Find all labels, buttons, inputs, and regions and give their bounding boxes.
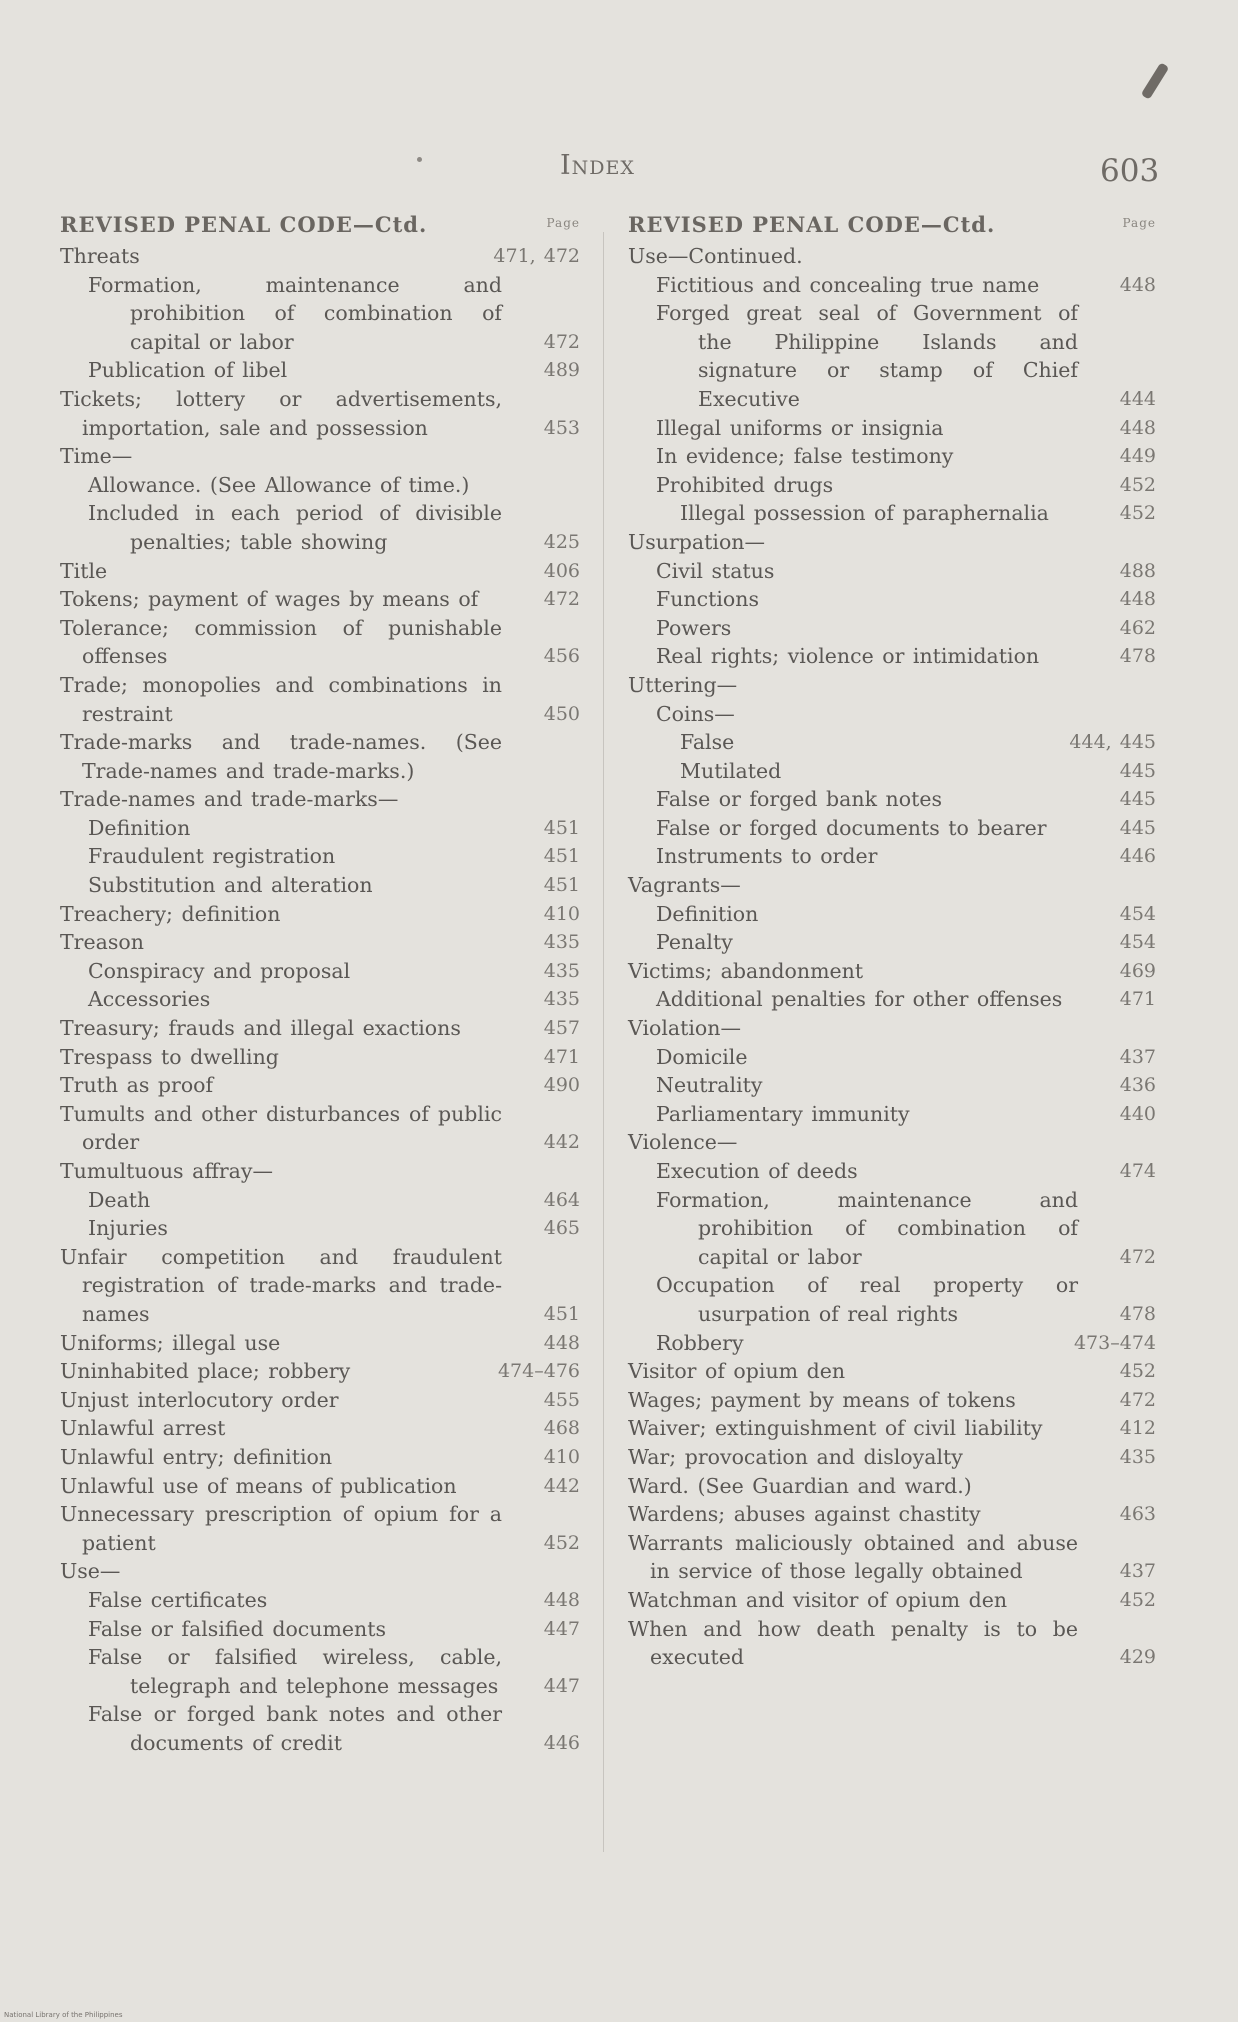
entry-page: 472 — [543, 588, 580, 611]
entry-page: 437 — [1119, 1045, 1156, 1068]
index-entry — [64, 1186, 580, 1215]
entry-text: When and how death penalty is to be executed — [628, 1616, 1078, 1670]
index-entry — [64, 471, 580, 500]
entry-text: Forged great seal of Government of the Philippine Islands and signature or stamp of Chief Executive — [656, 301, 1078, 411]
entry-text: Violence— — [628, 1130, 738, 1155]
entry-text: False or falsified documents — [88, 1616, 387, 1641]
entry-text: Included in each period of divisible penalties; table showing — [88, 501, 502, 554]
index-entry — [628, 871, 1156, 900]
index-entry — [632, 928, 1156, 957]
index-entry — [628, 1500, 1156, 1529]
entry-text: War; provocation and disloyalty — [628, 1444, 963, 1469]
entry-page: 440 — [1119, 1102, 1156, 1125]
index-entry — [64, 985, 580, 1014]
entry-text: Tickets; lottery or advertisements, importation, sale and possession — [60, 386, 502, 440]
entry-page: 448 — [543, 1331, 580, 1354]
index-entry — [60, 585, 580, 614]
index-entry — [60, 614, 580, 671]
entry-page: 445 — [1119, 759, 1156, 782]
entry-text: Wardens; abuses against chastity — [628, 1502, 981, 1527]
index-entry — [60, 785, 580, 814]
entry-text: Instruments to order — [656, 844, 878, 869]
index-entry — [628, 1386, 1156, 1415]
index-entry — [628, 1472, 1156, 1501]
index-entry — [632, 642, 1156, 671]
right-column — [628, 212, 1156, 1672]
entry-text: Unjust interlocutory order — [60, 1387, 339, 1412]
index-entry — [60, 1386, 580, 1415]
entry-text: Ward. (See Guardian and ward.) — [628, 1473, 972, 1498]
page-number: 603 — [1100, 153, 1160, 189]
entry-text: Domicile — [656, 1044, 748, 1069]
entry-text: Tolerance; commission of punishable offenses — [60, 615, 502, 669]
entry-page: 471, 472 — [493, 245, 580, 267]
entry-text: Formation, maintenance and prohibition of combination of capital or labor — [88, 272, 502, 354]
entry-page: 452 — [543, 1531, 580, 1554]
entry-page: 450 — [543, 702, 580, 725]
entry-text: Civil status — [656, 558, 775, 583]
index-entry — [64, 1643, 580, 1700]
entry-text: Powers — [656, 615, 732, 640]
entry-text: Use—Continued. — [628, 244, 803, 268]
index-entry — [60, 728, 580, 785]
entry-text: False or forged bank notes and other documents of credit — [88, 1702, 502, 1755]
entry-page: 435 — [543, 931, 580, 954]
entry-text: Watchman and visitor of opium den — [628, 1587, 1008, 1612]
index-entry — [632, 1186, 1156, 1272]
index-entry — [60, 900, 580, 929]
entry-text: False or forged documents to bearer — [656, 815, 1047, 840]
entry-text: Warrants maliciously obtained and abuse in service of those legally obtained — [628, 1530, 1078, 1584]
entry-text: False — [680, 730, 735, 755]
entry-page: 472 — [1119, 1245, 1156, 1268]
entry-text: Allowance. (See Allowance of time.) — [88, 472, 470, 497]
entry-page: 452 — [1119, 1588, 1156, 1611]
index-entry — [64, 1214, 580, 1243]
index-entry — [632, 1071, 1156, 1100]
entry-page: 447 — [543, 1674, 580, 1697]
entry-text: Waiver; extinguishment of civil liability — [628, 1416, 1043, 1441]
index-entry — [628, 1586, 1156, 1615]
index-entry — [628, 1128, 1156, 1157]
entry-text: False or forged bank notes — [656, 787, 942, 812]
entry-page: 435 — [543, 988, 580, 1011]
index-entry — [628, 1357, 1156, 1386]
entry-text: Unlawful entry; definition — [60, 1444, 333, 1469]
entry-page: 452 — [1119, 1360, 1156, 1383]
entry-page: 469 — [1119, 959, 1156, 982]
entry-text: Coins— — [656, 701, 735, 726]
page-column-label: Page — [546, 216, 580, 230]
index-entry — [632, 614, 1156, 643]
entry-text: Conspiracy and proposal — [88, 958, 351, 983]
entry-text: Title — [60, 558, 108, 583]
page-column-label: Page — [1122, 216, 1156, 230]
index-entry — [628, 1529, 1156, 1586]
entry-text: Use— — [60, 1559, 121, 1584]
entry-text: Injuries — [88, 1216, 168, 1241]
entry-text: Treachery; definition — [60, 901, 281, 926]
index-entry — [632, 900, 1156, 929]
index-entry — [60, 1014, 580, 1043]
entry-page: 455 — [543, 1388, 580, 1411]
entry-page: 437 — [1119, 1560, 1156, 1583]
entry-page: 478 — [1119, 1302, 1156, 1325]
entry-text: Time— — [60, 444, 133, 469]
entry-text: Definition — [88, 815, 191, 840]
index-entry — [64, 842, 580, 871]
index-entry — [632, 1100, 1156, 1129]
index-entry — [632, 1043, 1156, 1072]
index-entry — [632, 785, 1156, 814]
entry-text: Fraudulent registration — [88, 844, 336, 869]
entry-text: Tumultuous affray— — [60, 1159, 273, 1183]
entry-page: 456 — [543, 645, 580, 668]
entry-text: Definition — [656, 901, 759, 926]
index-entry — [632, 814, 1156, 843]
entry-page: 435 — [1119, 1445, 1156, 1468]
entry-text: Trade-marks and trade-names. (See Trade-names and trade-marks.) — [60, 730, 502, 783]
index-entry — [632, 414, 1156, 443]
pencil-mark — [1141, 62, 1170, 100]
index-entry — [60, 1472, 580, 1501]
entry-text: Penalty — [656, 930, 733, 955]
entry-text: Trade-names and trade-marks— — [60, 787, 399, 812]
index-entry — [628, 242, 1156, 271]
entry-page: 410 — [543, 1445, 580, 1468]
speck — [417, 157, 422, 162]
entry-text: Violation— — [628, 1016, 741, 1041]
digitization-credit: National Library of the Philippines — [4, 2011, 123, 2019]
section-title: REVISED PENAL CODE—Ctd. — [628, 212, 996, 237]
index-entry — [60, 1329, 580, 1358]
entry-text: Victims; abandonment — [628, 958, 864, 983]
entry-page: 448 — [1119, 588, 1156, 611]
index-entry — [628, 1414, 1156, 1443]
index-entry — [632, 1329, 1156, 1358]
entry-page: 448 — [1119, 273, 1156, 296]
entry-text: False or falsified wireless, cable, telegraph and telephone messages — [88, 1645, 502, 1698]
entry-page: 478 — [1119, 645, 1156, 668]
index-entry — [60, 1243, 580, 1329]
entry-text: Illegal possession of paraphernalia — [680, 501, 1049, 526]
index-entry — [628, 671, 1156, 700]
entry-page: 453 — [543, 416, 580, 439]
entry-page: 444 — [1119, 387, 1156, 410]
index-entry — [64, 1615, 580, 1644]
index-entry — [60, 1414, 580, 1443]
index-entry — [64, 871, 580, 900]
entry-page: 451 — [543, 816, 580, 839]
entry-text: Neutrality — [656, 1073, 763, 1098]
section-title: REVISED PENAL CODE—Ctd. — [60, 212, 428, 237]
entry-page: 412 — [1119, 1417, 1156, 1440]
entry-page: 452 — [1119, 473, 1156, 496]
entry-text: Execution of deeds — [656, 1159, 858, 1183]
entry-text: Usurpation— — [628, 529, 765, 554]
entry-page: 406 — [543, 559, 580, 582]
index-entry — [632, 757, 1156, 786]
entry-page: 471 — [1119, 988, 1156, 1011]
index-entry — [64, 957, 580, 986]
entry-page: 444, 445 — [1069, 731, 1156, 754]
entry-text: Substitution and alteration — [88, 873, 373, 898]
index-entry — [628, 957, 1156, 986]
entry-text: False certificates — [88, 1587, 268, 1612]
entry-page: 474–476 — [497, 1360, 580, 1383]
index-entry — [628, 528, 1156, 557]
index-entry — [632, 557, 1156, 586]
entry-page: 472 — [1119, 1388, 1156, 1411]
index-entry — [60, 1357, 580, 1386]
entry-page: 471 — [543, 1045, 580, 1068]
entry-text: Unnecessary prescription of opium for a patient — [60, 1502, 502, 1555]
index-entry — [64, 814, 580, 843]
entry-text: Treason — [60, 930, 144, 955]
index-entry — [64, 1700, 580, 1757]
entry-page: 463 — [1119, 1503, 1156, 1526]
entry-page: 452 — [1119, 502, 1156, 525]
column-divider — [603, 232, 604, 1852]
entry-text: Vagrants— — [628, 873, 741, 898]
entry-text: Uniforms; illegal use — [60, 1330, 281, 1355]
entry-text: Unlawful arrest — [60, 1416, 226, 1441]
entry-text: Accessories — [88, 987, 211, 1012]
entry-text: Treasury; frauds and illegal exactions — [60, 1016, 461, 1041]
entry-page: 436 — [1119, 1074, 1156, 1097]
entry-page: 442 — [543, 1131, 580, 1154]
entry-page: 489 — [543, 359, 580, 382]
entry-text: Wages; payment by means of tokens — [628, 1387, 1016, 1412]
entry-page: 472 — [543, 330, 580, 353]
entry-text: Prohibited drugs — [656, 472, 834, 497]
entry-text: Threats — [60, 244, 140, 268]
entry-page: 454 — [1119, 931, 1156, 954]
section-heading — [628, 212, 1156, 242]
index-entry — [60, 557, 580, 586]
entry-text: Unfair competition and fraudulent registration of trade-marks and trade-names — [60, 1244, 502, 1326]
entry-page: 490 — [543, 1074, 580, 1097]
entry-page: 464 — [543, 1188, 580, 1211]
entry-text: Trespass to dwelling — [60, 1044, 279, 1069]
entry-page: 425 — [543, 530, 580, 553]
index-entry — [60, 242, 580, 271]
entry-text: Mutilated — [680, 758, 782, 783]
entry-text: Tokens; payment of wages by means of — [60, 587, 479, 612]
entry-text: Occupation of real property or usurpation of real rights — [656, 1273, 1078, 1326]
index-entry — [64, 356, 580, 385]
entry-page: 462 — [1119, 616, 1156, 639]
index-entry — [628, 1443, 1156, 1472]
index-entry — [60, 1557, 580, 1586]
entry-page: 473–474 — [1073, 1331, 1156, 1354]
entry-page: 474 — [1119, 1160, 1156, 1182]
section-heading — [60, 212, 580, 242]
entry-page: 468 — [543, 1417, 580, 1440]
index-entry — [64, 499, 580, 556]
entry-page: 451 — [543, 1302, 580, 1325]
entry-text: Illegal uniforms or insignia — [656, 415, 944, 440]
entry-page: 445 — [1119, 816, 1156, 839]
index-entry — [628, 1014, 1156, 1043]
entry-text: Formation, maintenance and prohibition of combination of capital or labor — [656, 1187, 1078, 1269]
entry-text: Truth as proof — [60, 1073, 214, 1098]
entry-page: 429 — [1119, 1646, 1156, 1669]
entry-page: 451 — [543, 845, 580, 868]
index-entry — [60, 1500, 580, 1557]
entry-page: 446 — [1119, 845, 1156, 868]
index-entry — [60, 1443, 580, 1472]
index-entry — [60, 442, 580, 471]
entry-page: 447 — [543, 1617, 580, 1640]
entry-page: 448 — [543, 1588, 580, 1611]
index-entry — [64, 271, 580, 357]
index-entry — [632, 985, 1156, 1014]
index-entry — [632, 271, 1156, 300]
entry-text: Real rights; violence or intimidation — [656, 644, 1040, 669]
index-entry — [632, 585, 1156, 614]
entry-page: 465 — [543, 1217, 580, 1240]
index-entry — [60, 1071, 580, 1100]
index-entry — [632, 442, 1156, 471]
index-entry — [632, 299, 1156, 413]
index-entry — [632, 499, 1156, 528]
entry-text: Fictitious and concealing true name — [656, 272, 1040, 297]
index-entry — [632, 1271, 1156, 1328]
entry-page: 446 — [543, 1731, 580, 1754]
entry-text: Unlawful use of means of publication — [60, 1473, 457, 1498]
entry-text: Robbery — [656, 1330, 744, 1355]
entry-page: 442 — [543, 1474, 580, 1497]
entry-page: 488 — [1119, 559, 1156, 582]
index-entry — [64, 1586, 580, 1615]
entry-text: Publication of libel — [88, 358, 288, 383]
entry-text: Death — [88, 1187, 151, 1212]
entry-page: 457 — [543, 1017, 580, 1040]
index-entry — [628, 1615, 1156, 1672]
entry-text: Parliamentary immunity — [656, 1101, 910, 1126]
index-entry — [60, 928, 580, 957]
entry-page: 454 — [1119, 902, 1156, 925]
index-entries — [60, 242, 580, 1757]
index-entry — [632, 842, 1156, 871]
running-head: Index — [560, 150, 635, 181]
index-entry — [632, 700, 1156, 729]
entry-page: 410 — [543, 902, 580, 925]
index-entry — [60, 385, 580, 442]
entry-page: 448 — [1119, 416, 1156, 439]
entry-page: 435 — [543, 959, 580, 982]
entry-text: Uninhabited place; robbery — [60, 1359, 351, 1384]
entry-text: Functions — [656, 587, 759, 612]
entry-text: In evidence; false testimony — [656, 444, 954, 469]
left-column — [60, 212, 580, 1757]
entry-text: Uttering— — [628, 672, 738, 697]
index-entry — [60, 671, 580, 728]
index-entries — [628, 242, 1156, 1672]
index-entry — [632, 728, 1156, 757]
entry-text: Tumults and other disturbances of public order — [60, 1101, 502, 1155]
index-entry — [60, 1157, 580, 1186]
entry-page: 449 — [1119, 445, 1156, 468]
entry-text: Additional penalties for other offenses — [656, 987, 1063, 1012]
entry-text: Trade; monopolies and combinations in restraint — [60, 672, 502, 726]
entry-page: 445 — [1119, 788, 1156, 811]
index-entry — [60, 1100, 580, 1157]
entry-page: 451 — [543, 874, 580, 897]
entry-text: Visitor of opium den — [628, 1359, 846, 1384]
index-entry — [632, 471, 1156, 500]
index-entry — [60, 1043, 580, 1072]
index-entry — [632, 1157, 1156, 1186]
